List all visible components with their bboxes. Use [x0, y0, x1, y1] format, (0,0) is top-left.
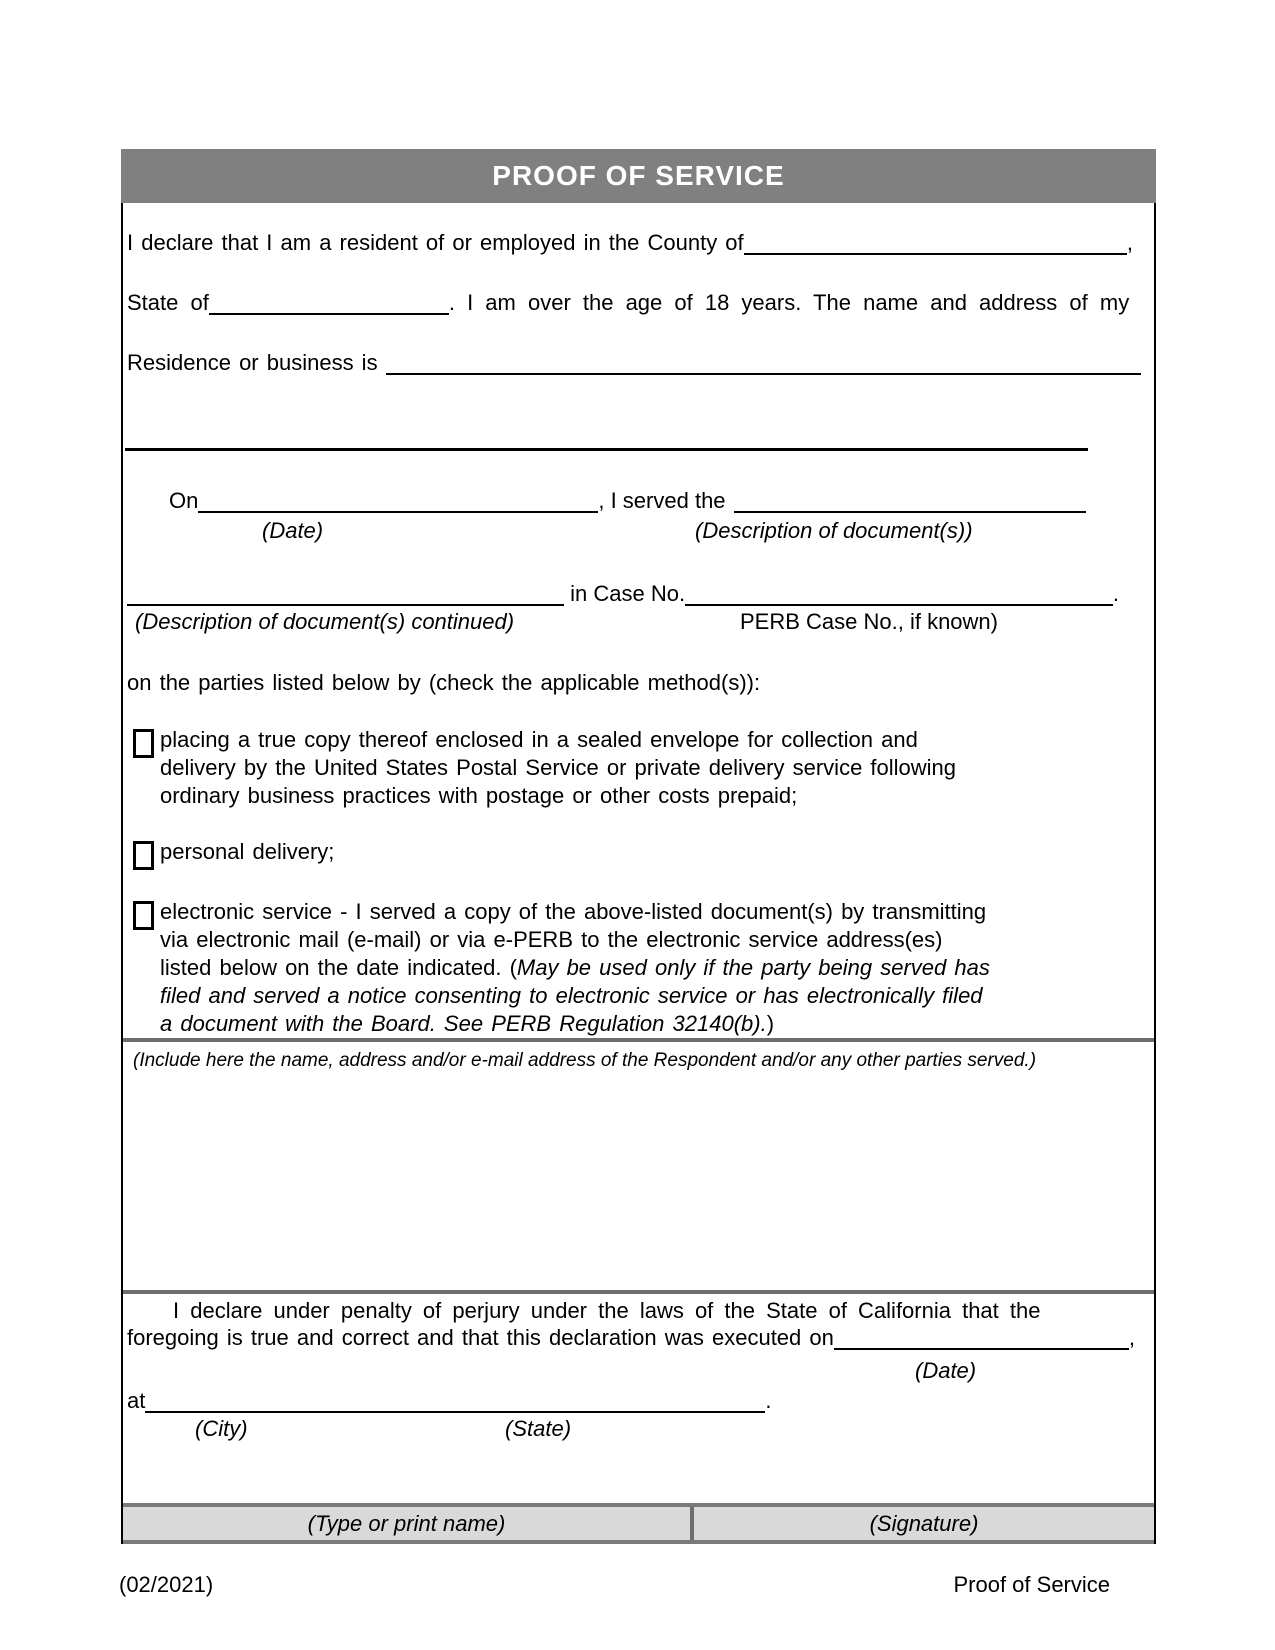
at-punct: . [765, 1388, 772, 1413]
type-or-print-name-cell [123, 1507, 690, 1540]
method-electronic-service [133, 898, 1000, 1038]
case-number-line [127, 581, 1119, 606]
case-number-field[interactable] [685, 581, 1113, 606]
address-field[interactable] [386, 350, 1141, 375]
document-description-label: (Description of document(s)) [695, 518, 973, 543]
document-description-cont-label: (Description of document(s) continued) [135, 609, 515, 634]
served-on-text: On [169, 488, 199, 513]
electronic-service-text-italic: May be used only if the party being served has filed and served a notice consenting to electronic service or has electronically filed a document with the Board. See PERB Regulation 32140(b). [160, 955, 990, 1036]
address-line [127, 350, 1141, 375]
address-line-text: Residence or business is [127, 350, 378, 375]
signature-cell [690, 1507, 1154, 1540]
at-text: at [127, 1388, 146, 1413]
served-line [169, 488, 1086, 513]
perb-case-number-label: PERB Case No., if known) [740, 609, 998, 634]
execution-place-line [127, 1388, 1138, 1413]
form-body [121, 203, 1156, 1544]
personal-delivery-text: personal delivery; [160, 839, 335, 864]
served-text: , I served the [598, 488, 726, 513]
county-field[interactable] [744, 230, 1127, 255]
declaration-line2 [127, 1325, 1135, 1350]
service-date-field[interactable] [198, 488, 598, 513]
in-case-text: in Case No. [564, 581, 686, 606]
mail-service-checkbox[interactable] [133, 729, 154, 758]
electronic-service-checkbox[interactable] [133, 901, 154, 930]
declaration-line2-text: foregoing is true and correct and that this declaration was executed on [127, 1325, 834, 1350]
declaration-line1: I declare under penalty of perjury under the laws of the State of California that the [173, 1298, 1041, 1323]
form-title-bar [121, 149, 1156, 203]
declaration-section [123, 1290, 1154, 1503]
state-line-text2: . I am over the age of 18 years. The name and address of my [448, 290, 1130, 315]
address-field-line2[interactable] [125, 448, 1088, 451]
electronic-service-text-close: ) [766, 1011, 775, 1036]
methods-intro-line [127, 670, 1138, 695]
electronic-service-text-roman: electronic service - I served a copy of the above-listed document(s) by transmitting via electronic mail (e-mail) or via e-PERB to the electronic service address(es) listed below on the date indicated. ( [160, 899, 987, 980]
parties-served-note: (Include here the name, address and/or e-mail address of the Respondent and/or any other parties served.) [133, 1050, 1037, 1071]
method-personal-delivery [133, 838, 1000, 866]
parties-served-section [123, 1038, 1154, 1290]
proof-of-service-form [121, 149, 1156, 1544]
county-line-punct: , [1126, 230, 1133, 255]
electronic-service-text [160, 898, 1000, 1038]
footer-form-name: Proof of Service [953, 1572, 1110, 1597]
method-mail [133, 726, 1000, 810]
state-line [127, 290, 1138, 315]
state-line-text1: State of [127, 290, 209, 315]
mail-service-text: placing a true copy thereof enclosed in a sealed envelope for collection and delivery by the United States Postal Service or private delivery service following ordinary business practices with postage or other costs prepaid; [160, 727, 957, 808]
type-or-print-name-label: (Type or print name) [307, 1510, 506, 1536]
execution-date-field[interactable] [834, 1325, 1129, 1350]
signature-row [123, 1503, 1154, 1544]
signature-label: (Signature) [869, 1510, 979, 1536]
document-description-field[interactable] [734, 488, 1086, 513]
execution-city-state-field[interactable] [145, 1388, 765, 1413]
parties-served-fill-area[interactable] [123, 1086, 1154, 1290]
methods-intro-text: on the parties listed below by (check the applicable method(s)): [127, 670, 761, 695]
personal-delivery-checkbox[interactable] [133, 841, 154, 870]
county-line [127, 230, 1133, 255]
execution-date-label: (Date) [915, 1358, 977, 1383]
state-field[interactable] [209, 290, 449, 315]
document-description-cont-field[interactable] [127, 581, 564, 606]
state-label: (State) [505, 1416, 572, 1441]
date-label: (Date) [262, 518, 324, 543]
intro-section [123, 203, 1154, 1038]
county-line-text: I declare that I am a resident of or employed in the County of [127, 230, 744, 255]
declaration-line2-punct: , [1128, 1325, 1135, 1350]
case-line-punct: . [1112, 581, 1119, 606]
city-label: (City) [195, 1416, 248, 1441]
form-title: PROOF OF SERVICE [492, 160, 785, 191]
form-revision-date: (02/2021) [119, 1572, 214, 1597]
